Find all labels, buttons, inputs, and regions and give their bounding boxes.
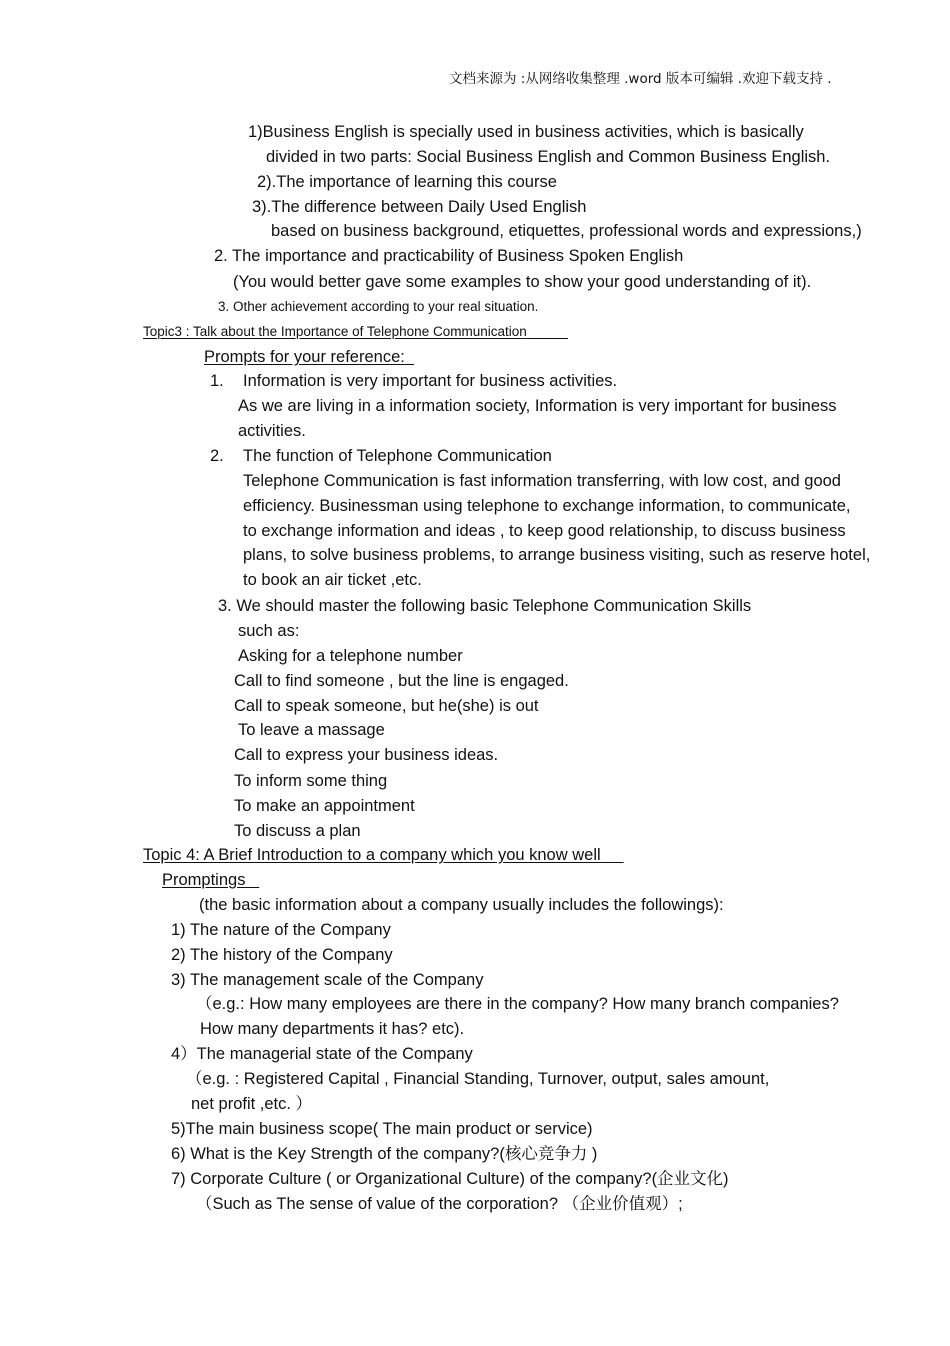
text-line: As we are living in a information society, Information is very important for business	[238, 397, 837, 415]
skill-item: Call to speak someone, but he(she) is out	[234, 697, 539, 715]
list-item: 3) The management scale of the Company	[171, 971, 484, 989]
text-line: to book an air ticket ,etc.	[243, 571, 422, 589]
text-line: efficiency. Businessman using telephone to exchange information, to communicate,	[243, 497, 851, 515]
topic3-prompts-label: Prompts for your reference:	[204, 348, 405, 366]
text-line: plans, to solve business problems, to arrange business visiting, such as reserve hotel,	[243, 546, 871, 564]
list-item: 4）The managerial state of the Company	[171, 1045, 473, 1063]
text-line: （e.g. : Registered Capital , Financial Standing, Turnover, output, sales amount,	[186, 1070, 770, 1088]
text-line: (the basic information about a company usually includes the followings):	[199, 896, 724, 914]
text-line: based on business background, etiquettes, professional words and expressions,)	[271, 222, 862, 240]
skill-item: To leave a massage	[238, 721, 385, 739]
header-watermark: 文档来源为 :从网络收集整理 .word 版本可编辑 .欢迎下载支持 .	[449, 71, 832, 87]
topic4-promptings-label: Promptings	[162, 871, 246, 889]
text-line: How many departments it has? etc).	[200, 1020, 465, 1038]
skill-item: Call to express your business ideas.	[234, 746, 499, 764]
text-line: 3. Other achievement according to your real situation.	[218, 299, 539, 314]
list-item: 1) The nature of the Company	[171, 921, 391, 939]
list-number: 2.	[210, 447, 224, 465]
skill-item: To discuss a plan	[234, 822, 361, 840]
text-line: Telephone Communication is fast information transferring, with low cost, and good	[243, 472, 841, 490]
skill-item: To inform some thing	[234, 772, 388, 790]
text-line: 1)Business English is specially used in business activities, which is basically	[248, 123, 804, 141]
skill-item: To make an appointment	[234, 797, 415, 815]
topic4-heading: Topic 4: A Brief Introduction to a company which you know well	[143, 846, 601, 864]
skill-item: Asking for a telephone number	[238, 647, 463, 665]
list-item-title: 3. We should master the following basic Telephone Communication Skills	[218, 597, 752, 615]
list-item: 2) The history of the Company	[171, 946, 393, 964]
list-item-title: Information is very important for business activities.	[243, 372, 618, 390]
list-item: 6) What is the Key Strength of the company?(核心竞争力 )	[171, 1145, 598, 1163]
text-line: （Such as The sense of value of the corporation? （企业价值观）;	[196, 1195, 683, 1213]
skill-item: Call to find someone , but the line is engaged.	[234, 672, 569, 690]
topic3-heading: Topic3 : Talk about the Importance of Telephone Communication	[143, 324, 527, 339]
text-line: net profit ,etc. ）	[191, 1095, 313, 1113]
text-line: 2).The importance of learning this course	[257, 173, 557, 191]
text-line: divided in two parts: Social Business English and Common Business English.	[266, 148, 831, 166]
text-line: 2. The importance and practicability of Business Spoken English	[214, 247, 684, 265]
list-item-title: The function of Telephone Communication	[243, 447, 552, 465]
text-line: such as:	[238, 622, 300, 640]
text-line: （e.g.: How many employees are there in the company? How many branch companies?	[196, 995, 839, 1013]
text-line: activities.	[238, 422, 306, 440]
list-item: 5)The main business scope( The main product or service)	[171, 1120, 593, 1138]
text-line: 3).The difference between Daily Used English	[252, 198, 587, 216]
list-number: 1.	[210, 372, 224, 390]
text-line: to exchange information and ideas , to keep good relationship, to discuss business	[243, 522, 846, 540]
list-item: 7) Corporate Culture ( or Organizational Culture) of the company?(企业文化)	[171, 1170, 729, 1188]
text-line: (You would better gave some examples to show your good understanding of it).	[233, 273, 812, 291]
